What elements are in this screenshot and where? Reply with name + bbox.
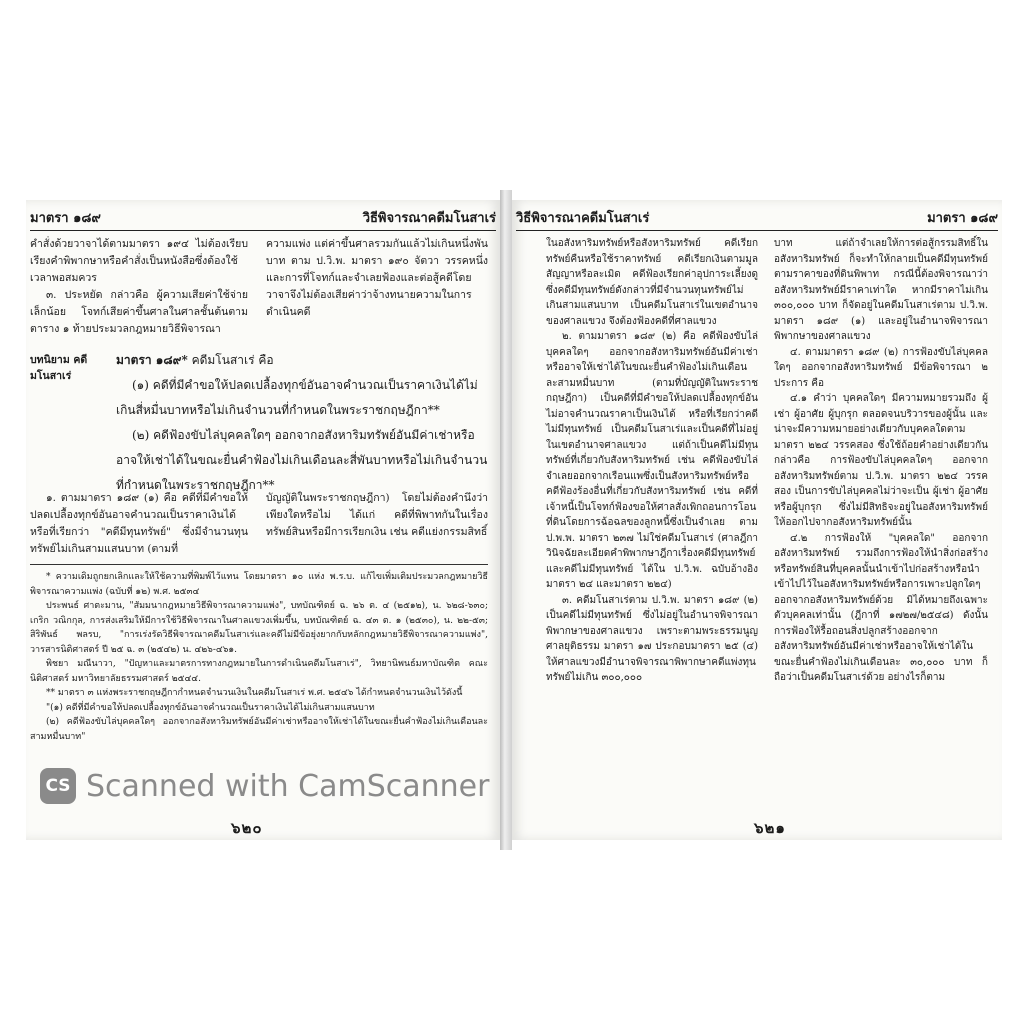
right-header-section: มาตรา ๑๘๙ bbox=[927, 211, 998, 226]
footnotes bbox=[30, 570, 488, 744]
right-header-title: วิธีพิจารณาคดีมโนสาเร่ bbox=[516, 211, 650, 226]
paragraph: ๔. ตามมาตรา ๑๘๙ (๒) การฟ้องขับไล่บุคคลใดๆ ออกจากอสังหาริมทรัพย์ มีข้อพิจารณา ๒ ประการ คือ bbox=[774, 346, 988, 389]
paragraph: ความแพ่ง แต่ค่าขึ้นศาลรวมกันแล้วไม่เกินหนึ่งพันบาท ตาม ป.วิ.พ. มาตรา ๑๙๐ จัตวา วรรคหนึ่ง และการที่โจทก์และจำเลยฟ้องและต่อสู้คดีโดยวาจาจึงไม่ต้องเสียค่าว่าจ้างทนายความในการดำเนินคดี bbox=[266, 238, 488, 318]
right-column-2 bbox=[774, 236, 988, 686]
page-number: ๖๒๐ bbox=[231, 819, 263, 837]
paragraph: ๑. ตามมาตรา ๑๘๙ (๑) คือ คดีที่มีคำขอให้ปลดเปลื้องทุกข์อันอาจคำนวณเป็นราคาเงินได้ หรือที่เรียกว่า "คดีมีทุนทรัพย์" ซึ่งมีจำนวนทุนทรัพย์ไม่เกินสามแสนบาท (ตามที่ bbox=[30, 492, 248, 555]
left-bottom-column-1 bbox=[30, 490, 248, 558]
section-189 bbox=[116, 348, 494, 498]
camscanner-watermark bbox=[40, 766, 489, 806]
section-title-rest: คดีมโนสาเร่ คือ bbox=[191, 353, 274, 367]
page-number: ๖๒๑ bbox=[754, 819, 786, 837]
footnote-divider bbox=[30, 564, 488, 565]
left-bottom-column-2 bbox=[266, 490, 488, 541]
left-top-column-1 bbox=[30, 236, 248, 338]
paragraph: ๔.๑ คำว่า บุคคลใดๆ มีความหมายรวมถึง ผู้เช่า ผู้อาศัย ผู้บุกรุก ตลอดจนบริวารของผู้นั้น และน่าจะมีความหมายอย่างเดียวกับบุคคลใดตามมาตรา ๒๒๔ วรรคสอง ซึ่งใช้ถ้อยคำอย่างเดียวกัน กล่าวคือ การฟ้องขับไล่บุคคลใดๆ ออกจากอสังหาริมทรัพย์ตาม ป.วิ.พ. มาตรา ๒๒๔ วรรคสอง เป็นการขับไล่บุคคลไม่ว่าจะเป็น ผู้เช่า ผู้อาศัย หรือผู้บุกรุก ซึ่งไม่มีสิทธิจะอยู่ในอสังหาริมทรัพย์ ให้ออกไปจากอสังหาริมทรัพย์นั้น bbox=[774, 393, 988, 528]
left-header-section: มาตรา ๑๘๙ bbox=[30, 211, 101, 226]
paragraph: บัญญัติในพระราชกฤษฎีกา) โดยไม่ต้องคำนึงว่าเพียงใดหรือไม่ ได้แก่ คดีที่พิพาทกันในเรื่องทรัพย์สินหรือมีการเรียกเงิน เช่น คดีแย่งกรรมสิทธิ์ bbox=[266, 492, 488, 538]
footnote: ** มาตรา ๓ แห่งพระราชกฤษฎีกากำหนดจำนวนเงินในคดีมโนสาเร่ พ.ศ. ๒๕๔๖ ได้กำหนดจำนวนเงินไว้ดังนี้ bbox=[46, 688, 463, 698]
section-title: มาตรา ๑๘๙* bbox=[116, 353, 188, 367]
watermark-text: Scanned with CamScanner bbox=[86, 768, 490, 804]
section-item-1: (๑) คดีที่มีคำขอให้ปลดเปลื้องทุกข์อันอาจคำนวณเป็นราคาเงินได้ไม่เกินสี่หมื่นบาทหรือไม่เกินจำนวนที่กำหนดในพระราชกฤษฎีกา** bbox=[116, 378, 478, 417]
right-column-1 bbox=[546, 236, 758, 686]
margin-label: บทนิยาม คดีมโนสาเร่ bbox=[30, 354, 88, 382]
paragraph: ๓. คดีมโนสาเร่ตาม ป.วิ.พ. มาตรา ๑๘๙ (๒) เป็นคดีไม่มีทุนทรัพย์ ซึ่งไม่อยู่ในอำนาจพิจารณาพิพากษาของศาลแขวง เพราะตามพระธรรมนูญศาลยุติธรรม มาตรา ๑๗ ประกอบมาตรา ๒๕ (๔) ให้ศาลแขวงมีอำนาจพิจารณาพิพากษาคดีแพ่งทุนทรัพย์ไม่เกิน ๓๐๐,๐๐๐ bbox=[546, 594, 758, 683]
camscanner-logo-icon: CS bbox=[40, 768, 76, 804]
paragraph: ในอสังหาริมทรัพย์หรือสังหาริมทรัพย์ คดีเรียกทรัพย์คืนหรือใช้ราคาทรัพย์ คดีเรียกเงินตามมูลสัญญาหรือละเมิด คดีฟ้องเรียกค่าอุปการะเลี้ยงดู ซึ่งคดีมีทุนทรัพย์ดังกล่าวที่มีจำนวนทุนทรัพย์ไม่เกินสามแสนบาท เป็นคดีมโนสาเร่ในเขตอำนาจของศาลแขวง จึงต้องฟ้องคดีที่ศาลแขวง bbox=[546, 238, 758, 327]
paragraph: ๒. ตามมาตรา ๑๘๙ (๒) คือ คดีฟ้องขับไล่บุคคลใดๆ ออกจากอสังหาริมทรัพย์อันมีค่าเช่าหรืออาจให้เช่าได้ในขณะยื่นคำฟ้องไม่เกินเดือนละสามหมื่นบาท (ตามที่บัญญัติในพระราชกฤษฎีกา) เป็นคดีที่มีคำขอให้ปลดเปลื้องทุกข์อันไม่อาจคำนวณราคาเป็นเงินได้ หรือที่เรียกว่าคดีไม่มีทุนทรัพย์ เป็นคดีมโนสาเร่และเป็นคดีที่ไม่อยู่ในเขตอำนาจศาลแขวง แต่ถ้าเป็นคดีไม่มีทุนทรัพย์ที่เกี่ยวกับสังหาริมทรัพย์ เช่น คดีฟ้องขับไล่จำเลยออกจากเรือนแพซึ่งเป็นสังหาริมทรัพย์หรือคดีฟ้องร้องอื่นที่เกี่ยวกับสังหาริมทรัพย์ เช่น คดีที่เจ้าหนี้เป็นโจทก์ฟ้องขอให้ศาลสั่งเพิกถอนการโอนที่ดินโดยการฉ้อฉลของลูกหนี้ซึ่งเป็นจำเลย ตาม ป.พ.พ. มาตรา ๒๓๗ ไม่ใช่คดีมโนสาเร่ (ศาลฎีกาวินิจฉัยละเอียดคำพิพากษาฎีกาเรื่องคดีมีทุนทรัพย์และคดีไม่มีทุนทรัพย์ ได้ใน ป.วิ.พ. ฉบับอ้างอิง มาตรา ๒๔ และมาตรา ๒๒๔) bbox=[546, 331, 758, 590]
section-heading bbox=[116, 348, 494, 373]
paragraph: ๓. ประหยัด กล่าวคือ ผู้ความเสียค่าใช้จ่ายเล็กน้อย โจทก์เสียค่าขึ้นศาลในศาลชั้นต้นตามตาราง ๑ ท้ายประมวลกฎหมายวิธีพิจารณา bbox=[30, 289, 248, 335]
paragraph: คำสั่งด้วยวาจาได้ตามมาตรา ๑๙๔ ไม่ต้องเรียบเรียงคำพิพากษาหรือคำสั่งเป็นหนังสือซึ่งต้องใช้เวลาพอสมควร bbox=[30, 238, 248, 284]
left-page-header bbox=[30, 210, 496, 231]
left-header-title: วิธีพิจารณาคดีมโนสาเร่ bbox=[362, 211, 496, 226]
right-page-header bbox=[516, 210, 998, 231]
footnote: (๒) คดีฟ้องขับไล่บุคคลใดๆ ออกจากอสังหาริมทรัพย์อันมีค่าเช่าหรืออาจให้เช่าได้ในขณะยื่นคำฟ้องไม่เกินเดือนละสามหมื่นบาท" bbox=[30, 717, 488, 742]
footnote: * ความเดิมถูกยกเลิกและให้ใช้ความที่พิมพ์ไว้แทน โดยมาตรา ๑๐ แห่ง พ.ร.บ. แก้ไขเพิ่มเติมประมวลกฎหมายวิธีพิจารณาความแพ่ง (ฉบับที่ ๑๒) พ.ศ. ๒๕๓๔ bbox=[30, 572, 488, 597]
book-gutter bbox=[500, 190, 512, 850]
left-top-column-2 bbox=[266, 236, 488, 321]
left-page bbox=[26, 200, 500, 840]
paragraph: บาท แต่ถ้าจำเลยให้การต่อสู้กรรมสิทธิ์ในอสังหาริมทรัพย์ ก็จะทำให้กลายเป็นคดีมีทุนทรัพย์ตามราคาของที่ดินพิพาท กรณีนี้ต้องพิจารณาว่าอสังหาริมทรัพย์มีราคาเท่าใด หากมีราคาไม่เกิน ๓๐๐,๐๐๐ บาท ก็จัดอยู่ในคดีมโนสาเร่ตาม ป.วิ.พ. มาตรา ๑๘๙ (๑) และอยู่ในอำนาจพิจารณาพิพากษาของศาลแขวง bbox=[774, 238, 988, 342]
right-page bbox=[512, 200, 1002, 840]
footnote: ประพนธ์ ศาตะมาน, "สัมมนากฎหมายวิธีพิจารณาความแพ่ง", บทบัณฑิตย์ ฉ. ๒๖ ต. ๔ (๒๕๑๒), น. ๖๒๘-๖๓๐; เกริก วณิกกุล, การส่งเสริมให้มีการใช้วิธีพิจารณาในศาลแขวงเพิ่มขึ้น, บทบัณฑิตย์ ฉ. ๔๓ ต. ๑ (๒๕๓๐), น. ๒๒-๕๓; สิริพันธ์ พลรบ, "การเร่งรัดวิธีพิจารณาคดีมโนสาเร่และคดีไม่มีข้อยุ่งยากกับหลักกฎหมายวิธีพิจารณาความแพ่ง", วารสารนิติศาสตร์ ปี ๒๕ ฉ. ๓ (๒๕๔๒) น. ๔๒๖-๔๖๑. bbox=[30, 601, 489, 655]
paragraph: ๔.๒ การฟ้องให้ "บุคคลใด" ออกจากอสังหาริมทรัพย์ รวมถึงการฟ้องให้นำสิ่งก่อสร้างหรือทรัพย์สินที่บุคคลนั้นนำเข้าไปก่อสร้างหรือนำเข้าไปไว้ในอสังหาริมทรัพย์หรือการเพาะปลูกใดๆ ออกจากอสังหาริมทรัพย์ด้วย มิได้หมายถึงเฉพาะตัวบุคคลเท่านั้น (ฎีกาที่ ๑๗๒๗/๒๕๔๘) ดังนั้น การฟ้องให้รื้อถอนสิ่งปลูกสร้างออกจากอสังหาริมทรัพย์อันมีค่าเช่าหรืออาจให้เช่าได้ในขณะยื่นคำฟ้องไม่เกินเดือนละ ๓๐,๐๐๐ บาท ก็ถือว่าเป็นคดีมโนสาเร่ด้วย อย่างไรก็ตาม bbox=[774, 532, 988, 683]
section-item-2: (๒) คดีฟ้องขับไล่บุคคลใดๆ ออกจากอสังหาริมทรัพย์อันมีค่าเช่าหรืออาจให้เช่าได้ในขณะยื่นคำฟ้องไม่เกินเดือนละสี่พันบาทหรือไม่เกินจำนวนที่กำหนดในพระราชกฤษฎีกา** bbox=[116, 428, 488, 492]
footnote: พิชยา มณีนาวา, "ปัญหาและมาตรการทางกฎหมายในการดำเนินคดีมโนสาเร่", วิทยานิพนธ์มหาบัณฑิต คณะนิติศาสตร์ มหาวิทยาลัยธรรมศาสตร์ ๒๕๔๔. bbox=[30, 659, 488, 684]
footnote: "(๑) คดีที่มีคำขอให้ปลดเปลื้องทุกข์อันอาจคำนวณเป็นราคาเงินได้ไม่เกินสามแสนบาท bbox=[46, 702, 375, 713]
